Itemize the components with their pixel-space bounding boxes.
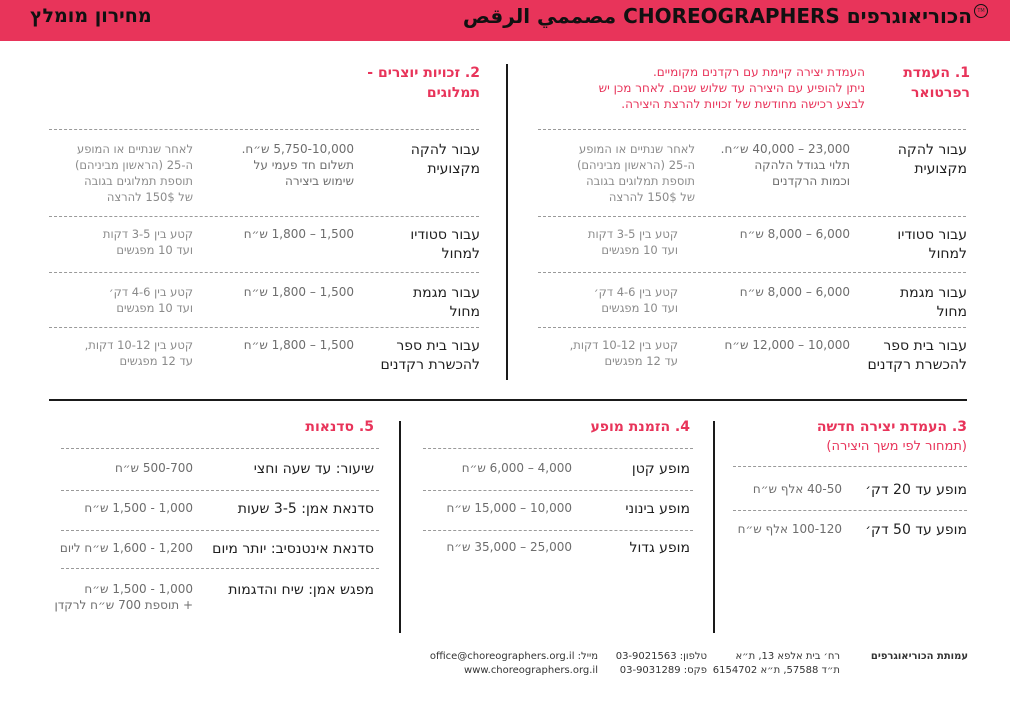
row-note [75,141,193,205]
row-label: מופע קטן [631,461,690,477]
row-price: 100-120 אלף ש״ח [737,522,842,536]
price-line: 1,500 – 1,800 ש״ח [243,227,354,241]
row-divider [538,216,966,217]
price-list-title: מחירון מומלץ [30,5,152,27]
note-line: של 150$ להרצה [608,190,695,204]
row-price: 4,000 – 6,000 ש״ח [461,461,572,475]
price-line: שימוש ביצירה [285,174,354,188]
website-link[interactable]: www.choreographers.org.il [464,665,598,676]
note-line: לאחר שנתיים או המופע [77,142,193,156]
row-label [897,226,967,264]
intro-line: העמדת יצירה קיימת עם רקדנים מקומיים. [652,65,865,79]
row-price [54,581,193,613]
row-price [115,460,193,476]
row-label [410,226,480,264]
note-line: קטע בין 4-6 דק׳ [108,285,193,299]
row-label: מופע עד 20 דק׳ [865,482,967,498]
title-line: 2. זכויות יוצרים - [367,65,480,81]
row-label [898,141,967,179]
label-line: להכשרת רקדנים [380,357,480,373]
row-price: 40-50 אלף ש״ח [752,482,842,496]
row-divider [49,327,479,328]
row-divider [423,490,693,491]
label-line: עבור סטודיו [410,227,480,243]
row-divider [423,448,693,449]
row-divider [538,327,966,328]
note-line: קטע בין 3-5 דקות [587,227,678,241]
middle-horizontal-divider [49,399,967,401]
note-line: עד 12 מפגשים [119,354,193,368]
footer-contact [430,650,598,678]
price-line: + תוספת 700 ש״ח לרקדן [54,598,193,612]
row-label [900,284,967,322]
row-label: סדנאת אינטנסיב: יותר מיום [212,541,374,557]
price-line: 5,750-10,000 ש״ח. [241,142,354,156]
row-price [244,337,354,353]
row-price [244,284,354,300]
row-divider [538,272,966,273]
note-line: ועד 10 מפגשים [116,243,193,257]
header-bar [0,0,1010,41]
row-divider [61,568,379,569]
note-line: ה-25 (הראשון מביניהם) [74,158,193,172]
price-line: 1,500 – 1,800 ש״ח [243,338,354,352]
row-note [588,226,678,258]
label-line: מחול [449,304,480,320]
row-divider [49,129,479,130]
row-label [413,284,480,322]
title-line: תמלוגים [426,85,480,101]
intro-line: לבצע רכישה מחודשת של זכויות להרצת היצירה. [621,97,865,111]
row-price [721,141,850,189]
price-line: תלוי בגודל הלהקה [754,158,850,172]
row-divider [733,510,967,511]
label-line: עבור להקה [897,142,967,158]
row-divider [538,129,966,130]
label-line: עבור מגמת [412,285,480,301]
label-line: עבור בית ספר [883,338,967,354]
note-line: קטע בין 10-12 דקות, [569,338,678,352]
row-divider [733,466,967,467]
row-label [411,141,480,179]
row-label [381,337,480,375]
section3-subtitle: (תמחור לפי משך היצירה) [826,439,967,454]
note-line: ועד 10 מפגשים [116,301,193,315]
bottom-vertical-divider-2 [713,421,715,633]
row-price [740,284,850,300]
label-line: עבור מגמת [899,285,967,301]
row-note [103,226,193,258]
section4-title: 4. הזמנת מופע [590,419,690,435]
row-label: מפגש אמן: שיח והדגמות [228,582,374,598]
row-price [244,226,354,242]
price-line: 1,500 – 1,800 ש״ח [243,285,354,299]
label-line: מקצועית [914,161,967,177]
note-line: תוספת תמלוגים בגובה [84,174,193,188]
section5-title: 5. סדנאות [305,419,374,435]
note-line: עד 12 מפגשים [604,354,678,368]
row-price [84,500,193,516]
note-line: קטע בין 3-5 דקות [102,227,193,241]
footer-phones [616,650,707,678]
row-note [109,284,193,316]
row-divider [61,530,379,531]
row-note [594,284,678,316]
row-note [577,141,695,205]
row-label: מופע גדול [629,540,690,556]
footer-org: עמותת הכוריאוגרפים [870,651,968,662]
bottom-vertical-divider-1 [399,421,401,633]
note-line: תוספת תמלוגים בגובה [586,174,695,188]
label-line: למחול [928,246,967,262]
price-line: 1,000 - 1,500 ש״ח [84,582,193,596]
section2-title [367,63,480,103]
row-label: סדנאת אמן: 3-5 שעות [237,501,374,517]
row-label: מופע בינוני [625,501,690,517]
label-line: מקצועית [427,161,480,177]
row-note [85,337,193,369]
price-line: 1,000 - 1,500 ש״ח [84,501,193,515]
email-link[interactable]: מייל: office@choreographers.org.il [429,651,598,662]
price-line: 6,000 – 8,000 ש״ח [739,285,850,299]
address-line: רח׳ בית אלפא 13, ת״א [735,651,840,662]
price-line: 500-700 ש״ח [114,461,193,475]
price-line: 6,000 – 8,000 ש״ח [739,227,850,241]
price-line: 23,000 – 40,000 ש״ח. [720,142,850,156]
footer-address [713,650,840,678]
row-divider [61,448,379,449]
row-divider [423,530,693,531]
note-line: לאחר שנתיים או המופע [579,142,695,156]
row-price: 25,000 – 35,000 ש״ח [446,540,572,554]
note-line: ועד 10 מפגשים [601,243,678,257]
row-price [60,540,193,556]
label-line: למחול [441,246,480,262]
note-line: ועד 10 מפגשים [601,301,678,315]
row-label: מופע עד 50 דק׳ [865,522,967,538]
brand-logo: הכוריאוגרפים CHOREOGRAPHERS مصممي الرقص [462,4,972,28]
row-price [724,337,850,353]
phone-line: טלפון: 03-9021563 [615,651,707,662]
row-price [740,226,850,242]
section1-intro [599,64,865,112]
section1-title: 1. העמדת רפרטואר [903,65,970,101]
price-line: תשלום חד פעמי על [253,158,354,172]
label-line: עבור סטודיו [897,227,967,243]
phone-line: פקס: 03-9031289 [619,665,707,676]
label-line: עבור להקה [410,142,480,158]
trademark-icon: TM [974,4,988,18]
price-line: 10,000 – 12,000 ש״ח [724,338,850,352]
row-divider [49,272,479,273]
row-label: שיעור: עד שעה וחצי [253,461,374,477]
row-label [868,337,967,375]
label-line: מחול [936,304,967,320]
price-line: 1,200 - 1,600 ש״ח ליום [59,541,193,555]
section3-title: 3. העמדת יצירה חדשה [816,419,967,435]
row-price: 10,000 – 15,000 ש״ח [446,501,572,515]
row-divider [49,216,479,217]
address-line: ת״ד 57588, ת״א 6154702 [712,665,840,676]
note-line: קטע בין 10-12 דקות, [84,338,193,352]
top-vertical-divider [506,64,508,380]
row-price [242,141,354,189]
note-line: ה-25 (הראשון מביניהם) [576,158,695,172]
intro-line: ניתן להופיע עם היצירה עד שלוש שנים. לאחר מכן יש [598,81,865,95]
note-line: של 150$ להרצה [106,190,193,204]
row-divider [61,490,379,491]
price-line: וכמות הרקדנים [772,174,850,188]
label-line: להכשרת רקדנים [867,357,967,373]
note-line: קטע בין 4-6 דק׳ [593,285,678,299]
row-note [570,337,678,369]
label-line: עבור בית ספר [396,338,480,354]
